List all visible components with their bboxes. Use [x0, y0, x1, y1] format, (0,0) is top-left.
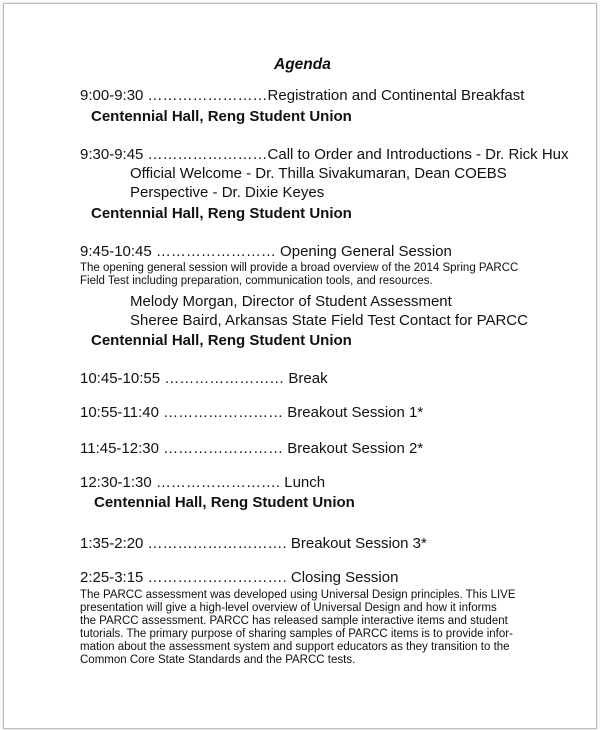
agenda-item-description: Field Test including preparation, communication tools, and resources. [80, 275, 433, 287]
agenda-item-time-line: 1:35-2:20 ………………………. Breakout Session 3* [80, 535, 427, 552]
agenda-page [3, 3, 597, 729]
agenda-item-location: Centennial Hall, Reng Student Union [91, 108, 352, 125]
agenda-item-description: mation about the assessment system and support educators as they transition to the [80, 641, 510, 653]
agenda-item-description: the PARCC assessment. PARCC has released sample interactive items and student [80, 615, 508, 627]
agenda-item-detail: Official Welcome - Dr. Thilla Sivakumaran, Dean COEBS [130, 165, 507, 182]
agenda-item-description: presentation will give a high-level overview of Universal Design and how it informs [80, 602, 497, 614]
agenda-item-location: Centennial Hall, Reng Student Union [94, 494, 355, 511]
page-title: Agenda [274, 56, 331, 73]
agenda-item-detail: Melody Morgan, Director of Student Assessment [130, 293, 452, 310]
agenda-item-time-line: 11:45-12:30 …………………… Breakout Session 2* [80, 440, 424, 457]
agenda-item-time-line: 2:25-3:15 ………………………. Closing Session [80, 569, 399, 586]
agenda-item-time-line: 9:00-9:30 ……………………Registration and Continental Breakfast [80, 87, 525, 104]
agenda-item-time-line: 10:45-10:55 …………………… Break [80, 370, 328, 387]
agenda-item-time-line: 10:55-11:40 …………………… Breakout Session 1* [80, 404, 424, 421]
agenda-item-description: The opening general session will provide a broad overview of the 2014 Spring PARCC [80, 262, 519, 274]
agenda-item-detail: Perspective - Dr. Dixie Keyes [130, 184, 325, 201]
agenda-item-description: Common Core State Standards and the PARCC tests. [80, 654, 356, 666]
agenda-item-location: Centennial Hall, Reng Student Union [91, 205, 352, 222]
agenda-item-description: The PARCC assessment was developed using Universal Design principles. This LIVE [80, 589, 516, 601]
agenda-item-time-line: 9:45-10:45 …………………… Opening General Session [80, 243, 452, 260]
agenda-item-time-line: 12:30-1:30 ……………………. Lunch [80, 474, 326, 491]
agenda-item-location: Centennial Hall, Reng Student Union [91, 332, 352, 349]
agenda-item-time-line: 9:30-9:45 ……………………Call to Order and Introductions - Dr. Rick Hux [80, 146, 569, 163]
agenda-item-description: tutorials. The primary purpose of sharing samples of PARCC items is to provide infor- [80, 628, 513, 640]
agenda-item-detail: Sheree Baird, Arkansas State Field Test Contact for PARCC [130, 312, 528, 329]
